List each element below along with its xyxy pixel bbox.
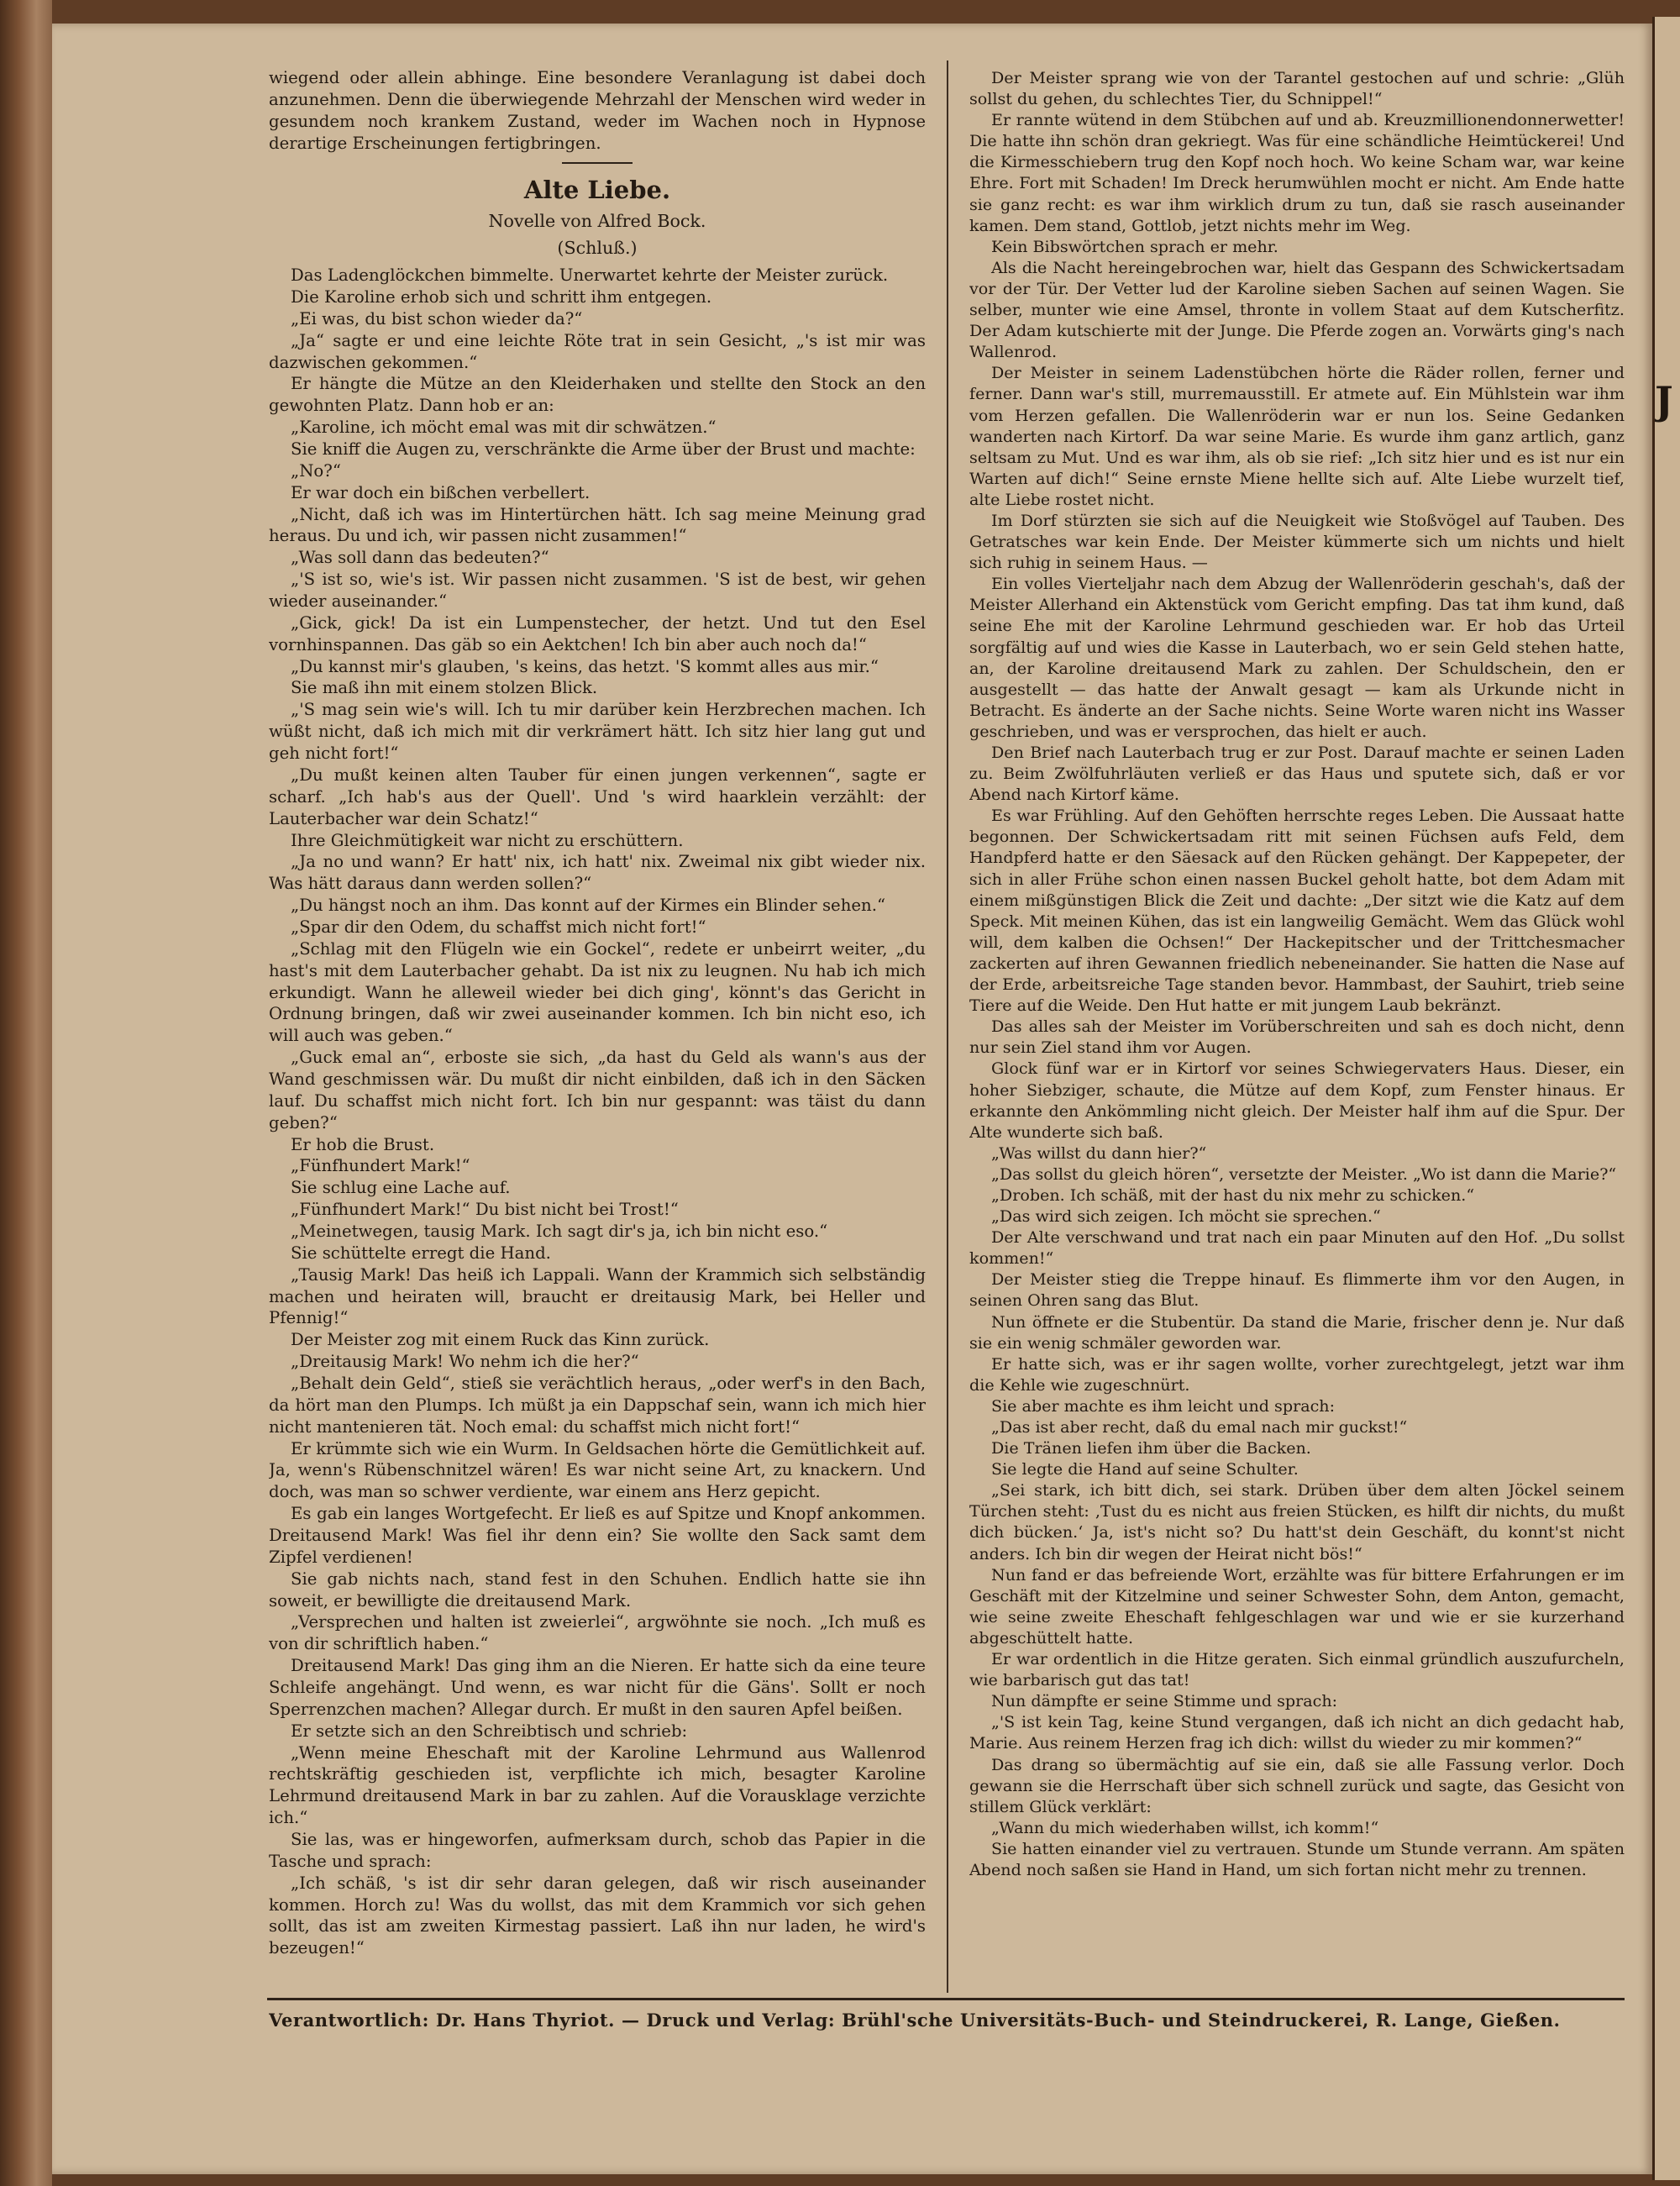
paragraph: „Das sollst du gleich hören“, versetzte der Meister. „Wo ist dann die Marie?“ (991, 1164, 1617, 1184)
paragraph: „Karoline, ich möcht emal was mit dir schwätzen.“ (291, 418, 717, 438)
intro-paragraph: wiegend oder allein abhinge. Eine besondere Veranlagung ist dabei doch anzunehmen. Denn die überwiegende Mehrzahl der Menschen wird weder in gesundem noch krankem Zustand, weder im Wachen noch in Hypnose derartige Erscheinungen fertigbringen. (269, 68, 926, 153)
paragraph: „Fünfhundert Mark!“ Du bist nicht bei Trost!“ (291, 1200, 679, 1220)
paragraph: Im Dorf stürzten sie sich auf die Neuigkeit wie Stoßvögel auf Tauben. Des Getratsches war kein Ende. Der Meister kümmerte sich um nichts und hielt sich ruhig in seinem Haus. — (969, 510, 1625, 573)
paragraph: Er war ordentlich in die Hitze geraten. Sich einmal gründlich auszufurcheln, wie barbarisch gut das tat! (969, 1649, 1625, 1690)
paragraph: Er hatte sich, was er ihr sagen wollte, vorher zurechtgelegt, jetzt war ihm die Kehle wie zugeschnürt. (969, 1353, 1625, 1395)
left-column (269, 67, 926, 1991)
paragraph: Sie las, was er hingeworfen, aufmerksam durch, schob das Papier in die Tasche und sprach: (269, 1830, 926, 1871)
paragraph: „Das ist aber recht, daß du emal nach mir guckst!“ (991, 1417, 1408, 1437)
paragraph: „Spar dir den Odem, du schaffst mich nicht fort!“ (291, 917, 706, 937)
paragraph: „Tausig Mark! Das heiß ich Lappali. Wann der Krammich sich selbständig machen und heiraten will, braucht er dreitausig Mark, bei Heller und Pfennig!“ (269, 1264, 926, 1328)
paragraph: Sie aber machte es ihm leicht und sprach: (991, 1395, 1336, 1416)
paragraph: Er rannte wütend in dem Stübchen auf und ab. Kreuzmillionendonnerwetter! Die hatte ihn schön dran gekriegt. Was für eine schändliche Heimtückerei! Und die Kirmesschiebern trug den Kopf noch hoch. Wo keine Scham war, war keine Ehre. Fort mit Schaden! Im Dreck herumwühlen mocht er nicht. Am Ende hatte sie ganz recht: es war ihm wirklich drum zu tun, daß sie rasch auseinander kamen. Dem stand, Gottlob, jetzt nichts mehr im Weg. (969, 110, 1625, 235)
paragraph: Nun dämpfte er seine Stimme und sprach: (991, 1691, 1338, 1711)
paragraph: „Droben. Ich schäß, mit der hast du nix mehr zu schicken.“ (991, 1185, 1475, 1205)
paragraph: „Was soll dann das bedeuten?“ (291, 548, 549, 568)
paragraph: „No?“ (291, 460, 341, 481)
paragraph: Sie maß ihn mit einem stolzen Blick. (291, 678, 598, 698)
paragraph: „'S mag sein wie's will. Ich tu mir darüber kein Herzbrechen machen. Ich wüßt nicht, daß ich mich mit dir verkrämert hätt. Ich sitz hier lang gut und geh nicht fort!“ (269, 700, 926, 764)
paragraph: „Versprechen und halten ist zweierlei“, argwöhnte sie noch. „Ich muß es von dir schriftlich haben.“ (269, 1612, 926, 1654)
paragraph: „Wann du mich wiederhaben willst, ich komm!“ (991, 1817, 1379, 1837)
paragraph: Kein Bibswörtchen sprach er mehr. (991, 236, 1278, 256)
story-byline: Novelle von Alfred Bock. (488, 211, 706, 232)
paragraph: Sie schlug eine Lache auf. (291, 1178, 511, 1198)
paragraph: Als die Nacht hereingebrochen war, hielt das Gespann des Schwickertsadam vor der Tür. Der Vetter lud der Karoline sieben Sachen auf seinen Wagen. Sie selber, munter wie eine Amsel, thronte in vollem Staat auf dem Kutscherfitz. Der Adam kutschierte mit der Junge. Die Pferde zogen an. Vorwärts ging's nach Wallenrod. (969, 257, 1625, 362)
paragraph: Glock fünf war er in Kirtorf vor seines Schwiegervaters Haus. Dieser, ein hoher Siebziger, schaute, die Mütze auf dem Kopf, zum Fenster hinaus. Er erkannte den Ankömmling nicht gleich. Der Meister half ihm auf die Spur. Der Alte wunderte sich baß. (969, 1059, 1625, 1142)
paragraph: Sie schüttelte erregt die Hand. (291, 1243, 551, 1263)
paragraph: „Das wird sich zeigen. Ich möcht sie sprechen.“ (991, 1206, 1381, 1227)
book-binding (0, 0, 52, 2186)
paragraph: „Ja no und wann? Er hatt' nix, ich hatt' nix. Zweimal nix gibt wieder nix. Was hätt daraus dann werden sollen?“ (269, 852, 926, 894)
paragraph: „Schlag mit den Flügeln wie ein Gockel“, redete er unbeirrt weiter, „du hast's mit dem Lauterbacher gehabt. Da ist nix zu leugnen. Nu hab ich mich erkundigt. Wann he alleweil wieder bei dich ging', könnt's das Gericht in Ordnung bringen, daß wir zwei auseinander kommen. Ich bin nicht eso, ich will auch was geben.“ (269, 938, 926, 1046)
right-column (969, 67, 1625, 1991)
title-divider (562, 162, 633, 164)
paragraph: „Behalt dein Geld“, stieß sie verächtlich heraus, „oder werf's in den Bach, da hört man den Plumps. Ich müßt ja ein Dappschaf sein, wann ich mich hier nicht mantenieren tät. Noch emal: du schaffst mich nicht fort!“ (269, 1373, 926, 1437)
paragraph: „Meinetwegen, tausig Mark. Ich sagt dir's ja, ich bin nicht eso.“ (291, 1221, 828, 1241)
paragraph: Er hängte die Mütze an den Kleiderhaken und stellte den Stock an den gewohnten Platz. Dann hob er an: (269, 374, 926, 416)
paragraph: Er hob die Brust. (291, 1134, 435, 1154)
paragraph: „Gick, gick! Da ist ein Lumpenstecher, der hetzt. Und tut den Esel vornhinspannen. Das gäb so ein Aektchen! Ich bin aber auch noch da!“ (269, 612, 926, 654)
paragraph: Die Karoline erhob sich und schritt ihm entgegen. (291, 287, 712, 307)
paragraph: Er war doch ein bißchen verbellert. (291, 482, 591, 502)
paragraph: Nun fand er das befreiende Wort, erzählte was für bittere Erfahrungen er im Geschäft mit der Kitzelmine und seiner Schwester Sohn, dem Anton, gemacht, wie seine zweite Eheschaft fehlgeschlagen war und wie er sie kurzerhand abgeschüttelt hatte. (969, 1564, 1625, 1647)
column-divider (947, 60, 948, 1993)
paragraph: Sie legte die Hand auf seine Schulter. (991, 1459, 1299, 1479)
paragraph: Der Alte verschwand und trat nach ein paar Minuten auf den Hof. „Du sollst kommen!“ (969, 1227, 1625, 1269)
paragraph: „'S ist kein Tag, keine Stund vergangen, daß ich nicht an dich gedacht hab, Marie. Aus reinem Herzen frag ich dich: willst du wieder zu mir kommen?“ (969, 1712, 1625, 1753)
paragraph: „Wenn meine Eheschaft mit der Karoline Lehrmund aus Wallenrod rechtskräftig geschieden ist, verpflichte ich mich, besagter Karoline Lehrmund dreitausend Mark in bar zu zahlen. Auf die Vorausklage verzichte ich.“ (269, 1742, 926, 1828)
paragraph: Der Meister in seinem Ladenstübchen hörte die Räder rollen, ferner und ferner. Dann war's still, murremausstill. Er atmete auf. Ein Mühlstein war ihm vom Herzen gefallen. Die Wallenröderin war er nun los. Seine Gedanken wanderten nach Kirtorf. Da war seine Marie. Es wurde ihm ganz artlich, ganz seltsam zu Mut. Und es war ihm, als ob sie rief: „Ich sitz hier und es ist nur ein Warten auf dich!“ Seine ernste Miene hellte sich auf. Alte Liebe wurzelt tief, alte Liebe rostet nicht. (969, 363, 1625, 509)
paragraph: „Ja“ sagte er und eine leichte Röte trat in sein Gesicht, „'s ist mir was dazwischen gekommen.“ (269, 330, 926, 372)
paragraph: Ihre Gleichmütigkeit war nicht zu erschüttern. (291, 830, 684, 850)
paragraph: „Was willst du dann hier?“ (991, 1143, 1207, 1163)
paragraph: „Nicht, daß ich was im Hintertürchen hätt. Ich sag meine Meinung grad heraus. Du und ich, wir passen nicht zusammen!“ (269, 504, 926, 546)
paragraph: „Du hängst noch an ihm. Das konnt auf der Kirmes ein Blinder sehen.“ (291, 896, 886, 916)
paragraph: Ein volles Vierteljahr nach dem Abzug der Wallenröderin geschah's, daß der Meister Allerhand ein Aktenstück vom Gericht empfing. Das tat ihm kund, daß seine Ehe mit der Karoline Lehrmund geschieden war. Er hob das Urteil sorgfältig auf und wies die Kasse in Lauterbach, wo er sein Geld stehen hatte, an, der Karoline dreitausend Mark zu zahlen. Der Schuldschein, den er ausgestellt — das hatte der Anwalt gesagt — kam als Urkunde nicht in Betracht. Es änderte an der Sache nichts. Seine Worte waren nicht ins Wasser geschrieben, und was er versprochen, das hielt er auch. (969, 574, 1625, 741)
paragraph: Er krümmte sich wie ein Wurm. In Geldsachen hörte die Gemütlichkeit auf. Ja, wenn's Rübenschnitzel wären! Es war nicht seine Art, zu knackern. Und doch, was man so schwer verdiente, war einem ans Herz gepicht. (269, 1438, 926, 1502)
paragraph: „Dreitausig Mark! Wo nehm ich die her?“ (291, 1352, 639, 1372)
paragraph: Dreitausend Mark! Das ging ihm an die Nieren. Er hatte sich da eine teure Schleife angehängt. Und wenn, es war nicht für die Gäns'. Sollt er noch Sperrenzchen machen? Allegar durch. Er mußt in den sauren Apfel beißen. (269, 1656, 926, 1719)
story-continuation-note: (Schluß.) (557, 238, 638, 259)
left-paragraphs (269, 265, 926, 1959)
paragraph: Der Meister zog mit einem Ruck das Kinn zurück. (291, 1330, 710, 1350)
paragraph: Sie hatten einander viel zu vertrauen. Stunde um Stunde verrann. Am späten Abend noch saßen sie Hand in Hand, um sich fortan nicht mehr zu trennen. (969, 1838, 1625, 1879)
paragraph: Das Ladenglöckchen bimmelte. Unerwartet kehrte der Meister zurück. (291, 265, 889, 286)
paragraph: Der Meister sprang wie von der Tarantel gestochen auf und schrie: „Glüh sollst du gehen, du schlechtes Tier, du Schnippel!“ (969, 68, 1625, 109)
paragraph: „Sei stark, ich bitt dich, sei stark. Drüben über dem alten Jöckel seinem Türchen steht: ‚Tust du es nicht aus freien Stücken, es hilft dir nichts, du mußt dich bücken.‘ Ja, ist's nicht so? Du hatt'st dein Geschäft, du konnt'st nicht anders. Ich bin dir wegen der Heirat nicht bös!“ (969, 1480, 1625, 1563)
paragraph: „Du kannst mir's glauben, 's keins, das hetzt. 'S kommt alles aus mir.“ (291, 656, 879, 676)
footer-divider (267, 1998, 1625, 2000)
adjacent-page-glyph: J (1655, 378, 1673, 423)
paragraph: „Ei was, du bist schon wieder da?“ (291, 308, 583, 328)
right-paragraphs (969, 67, 1625, 1880)
paragraph: Es gab ein langes Wortgefecht. Er ließ es auf Spitze und Knopf ankommen. Dreitausend Mark! Was fiel ihr denn ein? Sie wollte den Sack samt dem Zipfel verdienen! (269, 1504, 926, 1567)
paragraph: Sie gab nichts nach, stand fest in den Schuhen. Endlich hatte sie ihn soweit, er bewilligte die dreitausend Mark. (269, 1569, 926, 1611)
story-title: Alte Liebe. (523, 176, 671, 205)
paragraph: „Fünfhundert Mark!“ (291, 1156, 470, 1176)
paragraph: Die Tränen liefen ihm über die Backen. (991, 1438, 1311, 1458)
paragraph: Sie kniff die Augen zu, verschränkte die Arme über der Brust und machte: (291, 439, 916, 460)
paragraph: Es war Frühling. Auf den Gehöften herrschte reges Leben. Die Aussaat hatte begonnen. Der Schwickertsadam ritt mit seinen Füchsen aufs Feld, dem Handpferd hatte er den Säesack auf den Rücken gehängt. Der Kappepeter, der sich in aller Frühe schon einen nassen Buckel geholt hatte, bot dem Adam mit einem mißgünstigen Blick die Zeit und dachte: „Der sitzt wie die Katz auf dem Speck. Mit meinen Kühen, das ist ein langweilig Gemächt. Wem das Glück wohl will, dem kalben die Ochsen!“ Der Hackepitscher und der Trittchesmacher zackerten auf ihren Gewannen friedlich nebeneinander. Sie hatten die Nase auf der Erde, arbeitsreiche Tage standen bevor. Hammbast, der Sauhirt, trieb seine Tiere auf die Weide. Den Hut hatte er mit jungem Laub bekränzt. (969, 806, 1625, 1016)
paragraph: Der Meister stieg die Treppe hinauf. Es flimmerte ihm vor den Augen, in seinen Ohren sang das Blut. (969, 1269, 1625, 1311)
paragraph: Das drang so übermächtig auf sie ein, daß sie alle Fassung verlor. Doch gewann sie die Herrschaft über sich schnell zurück und sagte, das Gesicht von stillem Glück verklärt: (969, 1754, 1625, 1816)
imprint-line: Verantwortlich: Dr. Hans Thyriot. — Druck und Verlag: Brühl'sche Universitäts-Buch- und Steindruckerei, R. Lange, Gießen. (269, 2010, 1561, 2031)
paragraph: „Du mußt keinen alten Tauber für einen jungen verkennen“, sagte er scharf. „Ich hab's aus der Quell'. Und 's wird haarklein verzählt: der Lauterbacher war dein Schatz!“ (269, 765, 926, 828)
paragraph: Nun öffnete er die Stubentür. Da stand die Marie, frischer denn je. Nur daß sie ein wenig schmäler geworden war. (969, 1311, 1625, 1353)
paragraph: „Guck emal an“, erboste sie sich, „da hast du Geld als wann's aus der Wand geschmissen wär. Du mußt dir nicht einbilden, daß ich in den Säcken lauf. Du schaffst mich nicht fort. Ich bin nur gespannt: was täist du dann geben?“ (269, 1048, 926, 1132)
adjacent-page-edge (1652, 17, 1680, 2180)
paragraph: Das alles sah der Meister im Vorüberschreiten und sah es doch nicht, denn nur sein Ziel stand ihm vor Augen. (969, 1017, 1625, 1058)
paragraph: „Ich schäß, 's ist dir sehr daran gelegen, daß wir risch auseinander kommen. Horch zu! Was du wollst, das mit dem Krammich vor sich gehen sollt, das ist am zweiten Kirmestag passiert. Laß ihn nur laden, he wird's bezeugen!“ (269, 1873, 926, 1958)
paragraph: Den Brief nach Lauterbach trug er zur Post. Darauf machte er seinen Laden zu. Beim Zwölfuhrläuten verließ er das Haus und sputete sich, daß er vor Abend nach Kirtorf käme. (969, 743, 1625, 805)
paragraph: Er setzte sich an den Schreibtisch und schrieb: (291, 1721, 688, 1741)
paragraph: „'S ist so, wie's ist. Wir passen nicht zusammen. 'S ist de best, wir gehen wieder auseinander.“ (269, 570, 926, 612)
